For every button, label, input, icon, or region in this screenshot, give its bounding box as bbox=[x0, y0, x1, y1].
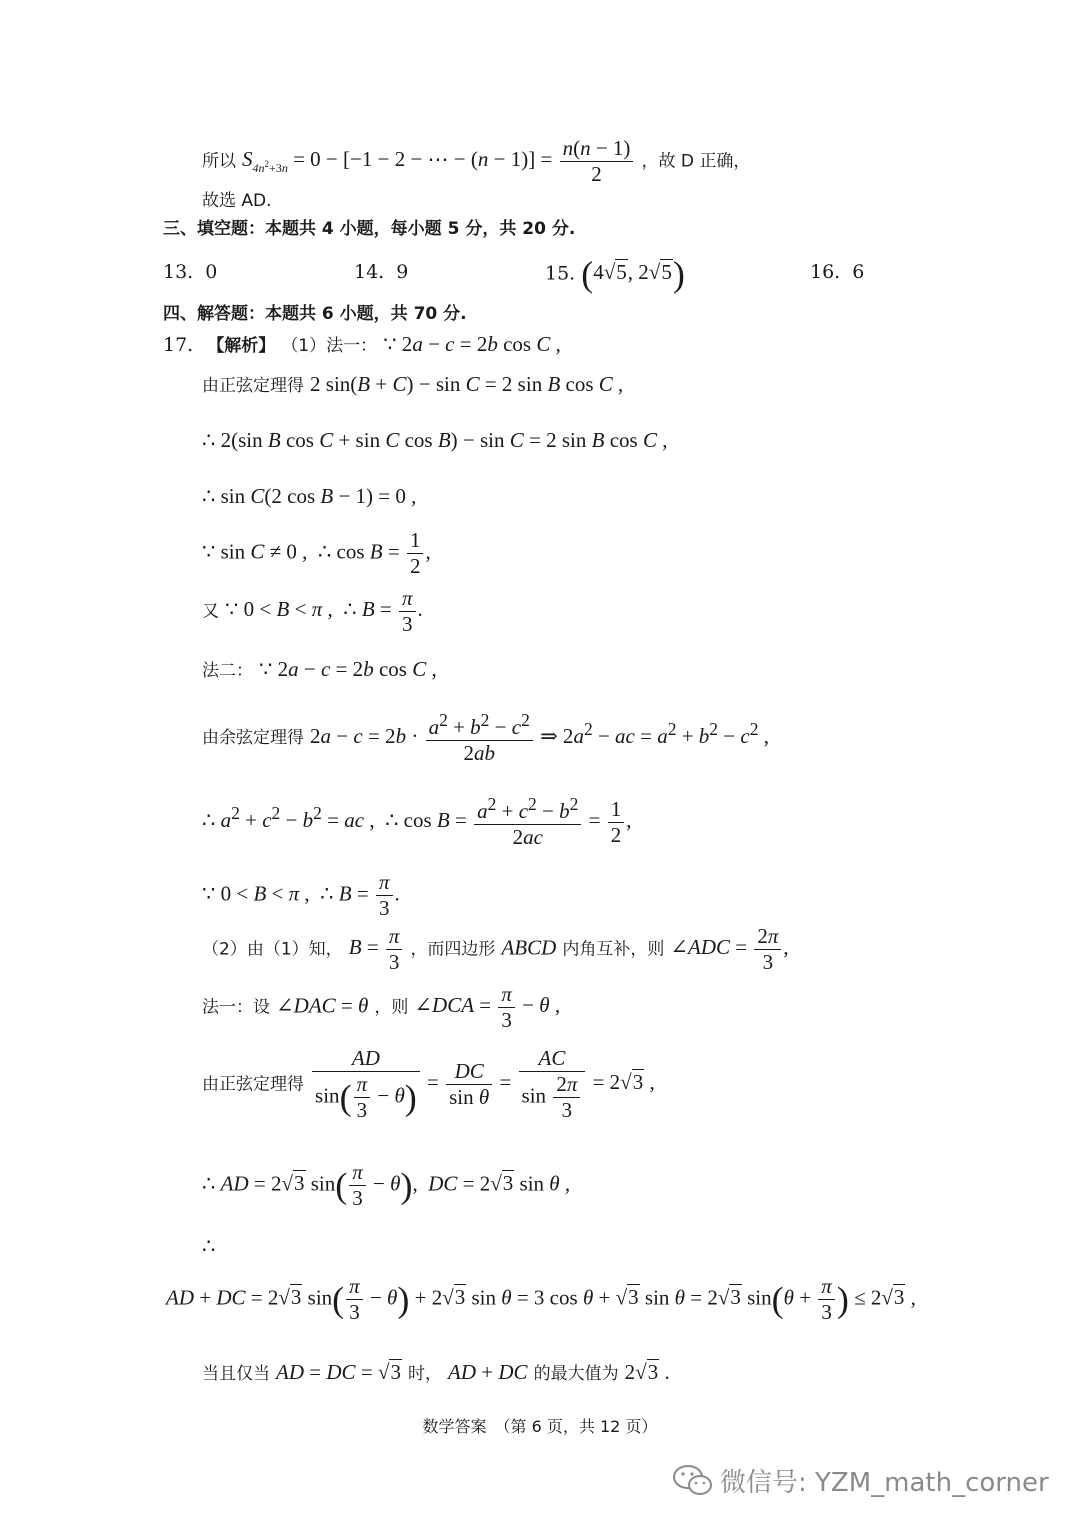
answer-16-value: 6 bbox=[852, 261, 865, 283]
step-cosb: ∵ sin C ≠ 0 , ∴ cos B = $\frac{1}{2}$ , bbox=[202, 528, 431, 578]
math-adc: ∠ADC = $\frac{2\pi}{3}$ , bbox=[670, 924, 789, 974]
answer-14-value: 9 bbox=[396, 261, 409, 283]
answer-13-number: 13. bbox=[163, 261, 194, 283]
text-supplementary: 内角互补，则 bbox=[562, 939, 665, 960]
math-b: B = $\frac{\pi}{3}$ bbox=[349, 935, 405, 959]
math-cosine-rule: 2a − c = 2b · $\frac{a^2 + b^2 - c^2}{2ab}$ ⇒ $2a^2$ − ac = $a^2 + b^2 - c^2$ , bbox=[310, 710, 769, 765]
text-d-correct: ，故 D 正确， bbox=[641, 151, 751, 172]
answer-14 bbox=[354, 263, 408, 282]
answer-16 bbox=[810, 263, 864, 282]
text-sine-rule: 由正弦定理得 bbox=[202, 376, 304, 396]
math-sum: $S_{4n^2+3n} = 0 - [-1 - 2$ − ⋯ − (n − 1)] = $\frac{n(n - 1)}{2}$ bbox=[242, 147, 635, 171]
step-cosine-rule bbox=[202, 712, 769, 764]
wechat-icon bbox=[672, 1464, 714, 1498]
math-given: ∵ 2a − c = 2b cos C , bbox=[383, 332, 561, 356]
section-four-heading: 四、解答题：本题共 6 小题，共 70 分. bbox=[163, 304, 467, 324]
math-sine-ratio: AD sin( $\frac{\pi}{3}$ − θ) = $\frac{DC}{\text{sin θ}}$ = AC sin $\frac{2\pi}{3}$ = 2√3 , bbox=[310, 1070, 655, 1094]
step-cosb-2: ∴ $a^2 + c^2 - b^2$ = ac , ∴ cos B = $\frac{a^2 + c^2 - b^2}{2ac}$ = $\frac{1}{2}$ , bbox=[202, 794, 632, 849]
math-b-range: ∵ 0 < B < π , ∴ B = $\frac{\pi}{3}$ . bbox=[225, 586, 423, 636]
math-dac: ∠DAC = θ bbox=[276, 993, 369, 1018]
text-iff: 当且仅当 bbox=[202, 1364, 270, 1384]
line-sum-result bbox=[202, 138, 750, 185]
step-sine-rule-2 bbox=[202, 1048, 655, 1121]
text-method-two: 法二： bbox=[202, 661, 253, 681]
text-quadrilateral: ，而四边形 bbox=[410, 939, 496, 960]
q17-part1: （1）法一： bbox=[281, 336, 378, 356]
method-one-b bbox=[202, 984, 560, 1031]
text-cosine-rule: 由余弦定理得 bbox=[202, 727, 304, 748]
math-dca: ∠DCA = $\frac{\pi}{3}$ − θ , bbox=[414, 982, 561, 1032]
answer-13-value: 0 bbox=[205, 261, 218, 283]
step-factor: ∴ sin C(2 cos B − 1) = 0 , bbox=[202, 484, 417, 508]
math-given-2: ∵ 2a − c = 2b cos C , bbox=[259, 657, 437, 681]
section-three-heading: 三、填空题：本题共 4 小题，每小题 5 分，共 20 分. bbox=[163, 219, 576, 239]
answer-14-number: 14. bbox=[354, 261, 385, 283]
step-b-value-2: ∵ 0 < B < π , ∴ B = $\frac{\pi}{3}$ . bbox=[202, 870, 400, 920]
watermark-text: 微信号: YZM_math_corner bbox=[720, 1468, 1049, 1498]
step-b-value bbox=[202, 588, 423, 635]
math-equal: AD = DC = √3 bbox=[276, 1360, 401, 1384]
step-ad-dc: ∴ AD = 2√3 sin( $\frac{\pi}{3}$ − θ), DC = 2√3 sin θ , bbox=[202, 1160, 571, 1210]
text-when: 时， bbox=[408, 1364, 442, 1384]
q17-number: 17. bbox=[163, 334, 194, 356]
final-conclusion bbox=[202, 1362, 670, 1383]
step-sum: AD + DC = 2√3 sin( $\frac{\pi}{3}$ − θ) + 2√3 sin θ = 3 cos θ + √3 sin θ = 2√3 sin(θ + $\frac{\pi}{3}$ ) ≤ 2√3 , bbox=[166, 1274, 916, 1324]
text-sine-rule-2: 由正弦定理得 bbox=[202, 1074, 304, 1095]
step-expand: ∴ 2(sin B cos C + sin C cos B) − sin C = 2 sin B cos C , bbox=[202, 428, 668, 452]
watermark bbox=[672, 1462, 1049, 1499]
math-max: 2√3 . bbox=[624, 1360, 670, 1384]
step-sine-rule bbox=[202, 374, 623, 395]
answer-15-number: 15. bbox=[545, 262, 576, 285]
answer-15-value: (4√5, 2√5) bbox=[581, 254, 685, 294]
text-so: 所以 bbox=[202, 151, 236, 172]
q17-start bbox=[163, 334, 561, 355]
text-max: 的最大值为 bbox=[533, 1364, 619, 1384]
text-method-one-b: 法一：设 bbox=[202, 997, 270, 1018]
text-then: ，则 bbox=[374, 997, 409, 1018]
math-abcd: ABCD bbox=[501, 935, 557, 960]
method-two bbox=[202, 659, 437, 680]
answers-row bbox=[163, 263, 923, 282]
line-choose-ad: 故选 AD. bbox=[202, 191, 272, 211]
math-sine-rule: 2 sin(B + C) − sin C = 2 sin B cos C , bbox=[310, 372, 624, 396]
answer-16-number: 16. bbox=[810, 261, 841, 283]
text-part-two: （2）由（1）知， bbox=[202, 939, 343, 960]
therefore-symbol: ∴ bbox=[202, 1234, 216, 1258]
page-footer: 数学答案 （第 6 页，共 12 页） bbox=[422, 1417, 658, 1436]
answer-15 bbox=[545, 256, 685, 292]
q17-tag: 【解析】 bbox=[207, 336, 276, 356]
part-two bbox=[202, 926, 789, 973]
math-sum-label: AD + DC bbox=[448, 1360, 528, 1384]
text-you: 又 bbox=[202, 601, 219, 622]
